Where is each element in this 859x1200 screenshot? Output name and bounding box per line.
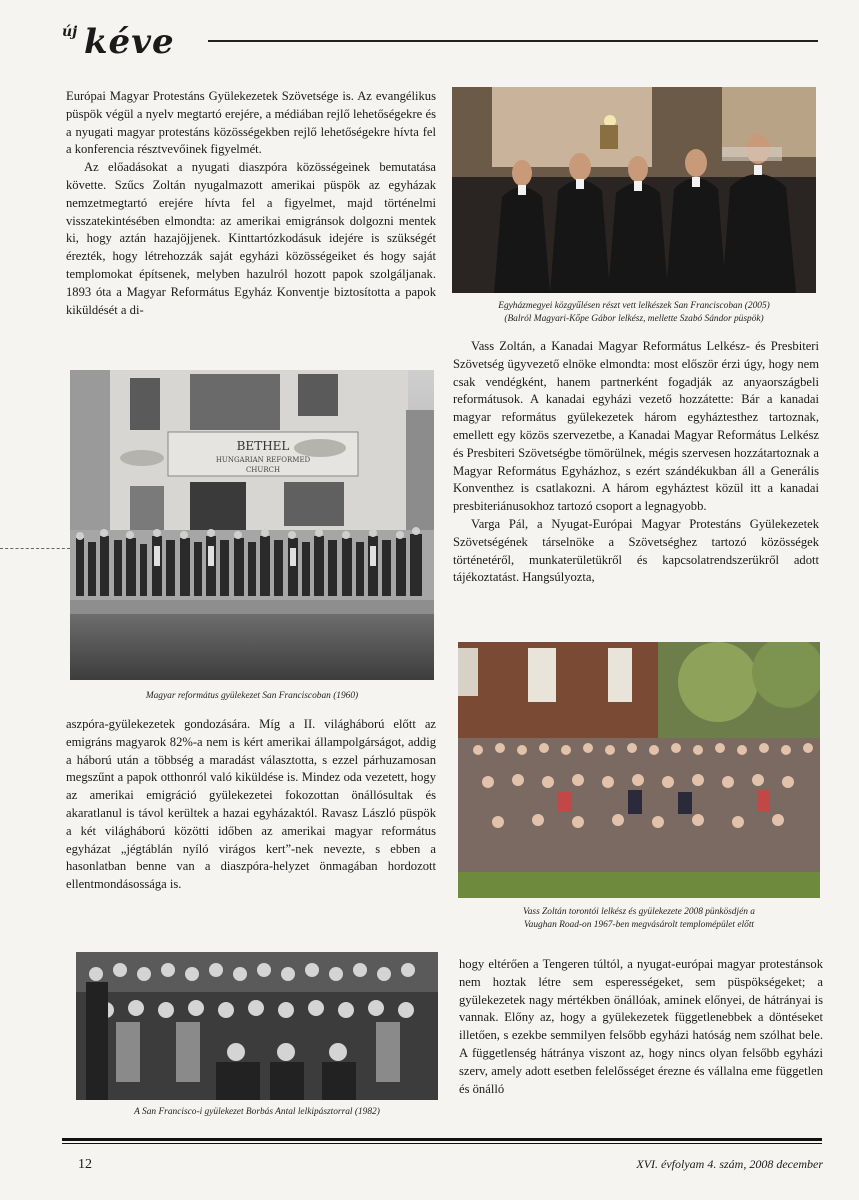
masthead — [62, 18, 822, 64]
footer-rule — [62, 1138, 822, 1141]
church-sign-line1: BETHEL — [236, 439, 290, 453]
group-photo-1982-image — [76, 952, 438, 1100]
margin-dashes — [0, 548, 70, 549]
toronto-caption-line2: Vaughan Road-on 1967-ben megvásárolt templomépület előtt — [523, 919, 755, 930]
toronto-congregation-photo-image — [458, 642, 820, 898]
masthead-uj: új — [62, 24, 78, 40]
left-column-top — [66, 88, 436, 319]
paragraph: Vass Zoltán, a Kanadai Magyar Református Lelkész- és Presbiteri Szövetség ügyvezető elnöke elmondta: most először érzi úgy, hogy nem csak vendégként, hanem partnerként fogadják az anyaországbeli reformátusok. A kanadai egyházi vezető hozzátette: Bár a kanadai magyar református gyülekezetek három egyháztesthez tartoznak, emellett egy közös szervezetbe, a Kanadai Magyar Református Lelkész és Presbiteri Szövetségbe tömörülnek, mégis szervesen hozzátartoznak a Magyar Református Egyházhoz, s ezért szándékukban áll a Generális Konventhez is csatlakozni. A három egyháztest közül itt a kanadai presbiteriánusokhoz tartozó csoport a legnagyobb. — [453, 339, 819, 514]
issue-label: XVI. évfolyam 4. szám, 2008 december — [636, 1157, 823, 1171]
paragraph: Európai Magyar Protestáns Gyülekezetek Szövetsége is. Az evangélikus püspök végül a nyelv megtartó erejére, a médiában rejlő lehetőségekre és a nyugati magyar protestáns közösségekben rejlő lehetőségekre hívta fel a konferencia résztvevőinek figyelmét. — [66, 89, 436, 157]
left-column-bottom — [66, 716, 436, 894]
paragraph: Az előadásokat a nyugati diaszpóra közösségeinek bemutatása követte. Szűcs Zoltán nyugalmazott amerikai püspök az egyházak nemzetmegtartó erejére hívta fel a figyelmet, majd történelmi visszatekintésében elmondta: az amerikai emigránsok dolgozni mentek ki, hogy aztán hazajöjjenek. Kinttartózkodásuk idejére is szükségét érezték, hogy létrehozzák saját egyházi közösségeiket és hogy saját templomokat építsenek, melyben hazulról hozott papok szolgáljanak. 1893 óta a Magyar Református Egyház Konventje biztosította a papok kiküldését a di- — [66, 160, 436, 317]
church-caption: Magyar református gyülekezet San Franciscoban (1960) — [145, 691, 359, 701]
paragraph: Varga Pál, a Nyugat-Európai Magyar Protestáns Gyülekezetek Szövetségének társelnöke a Szövetséghez tartozó közösségek történetéről, munkaterületükről és kapcsolatrendszerükről adott tájékoztatást. Hangsúlyozta, — [453, 516, 819, 585]
pastors-caption-line2: (Balról Magyari-Kőpe Gábor lelkész, mellette Szabó Sándor püspök) — [504, 313, 764, 324]
pastors-photo-caption — [452, 300, 816, 325]
toronto-congregation-photo — [458, 642, 820, 898]
paragraph: hogy eltérően a Tengeren túltól, a nyugat-európai magyar protestánsok nem hoztak létre sem esperességeket, sem püspökségeket; a gyülekezetek nagy mértékben önállóak, aminek előnyei, de hátrányai is vannak. Előny az, hogy a gyülekezetek függetlenebbek a döntéseket illetően, s ezekbe semmilyen felsőbb egyházi hatóság nem szólhat bele. A függetlenség hátránya viszont az, hogy nincs olyan felsőbb egyházi szerv, amely adott esetben felelősséget érezne és vállalna eme független és önálló — [459, 957, 823, 1096]
pastors-photo-2005-image — [452, 87, 816, 293]
church-sign-line2: HUNGARIAN REFORMED — [215, 456, 311, 464]
masthead-title: kéve — [84, 22, 175, 62]
church-sign-line3: CHURCH — [245, 466, 281, 474]
footer-rule-thin — [62, 1143, 822, 1144]
masthead-rule — [208, 40, 818, 42]
page-number: 12 — [78, 1157, 92, 1172]
toronto-caption-line1: Vass Zoltán torontói lelkész és gyülekezete 2008 pünkösdjén a — [523, 907, 755, 917]
toronto-caption — [458, 906, 820, 931]
right-column-bottom — [459, 956, 823, 1098]
pastors-caption-line1: Egyházmegyei közgyűlésen részt vett lelkészek San Franciscoban (2005) — [498, 301, 770, 311]
pastors-photo-2005 — [452, 87, 816, 293]
right-column-top — [453, 338, 819, 587]
paragraph: aszpóra-gyülekezetek gondozására. Míg a II. világháború előtt az emigráns magyarok 82%-a nem is kért amerikai állampolgárságot, addig a háború után a többség a maradást választotta, s ezzel párhuzamosan megszűnt a papok otthonról való kiküldése is. Mindez oda vezetett, hogy az amerikai emigráció gyülekezetei fokozottan önállósultak és akaratlanul is távol kerültek a hazai egyházaktól. Ravasz László püspök a két világháború közötti időben az amerikai magyar református egyházat „jégtáblán nyíló virágos kert”-nek nevezte, s ebben a hasonlatban benne van a diaszpóra-helyzet önmagában hordozott ellentmondásossága is. — [66, 717, 436, 892]
church-photo — [70, 370, 434, 680]
group-photo-1982-caption: A San Francisco-i gyülekezet Borbás Antal lelkipásztorral (1982) — [134, 1107, 380, 1117]
group-photo-1982 — [76, 952, 438, 1100]
church-photo-image — [70, 370, 434, 680]
